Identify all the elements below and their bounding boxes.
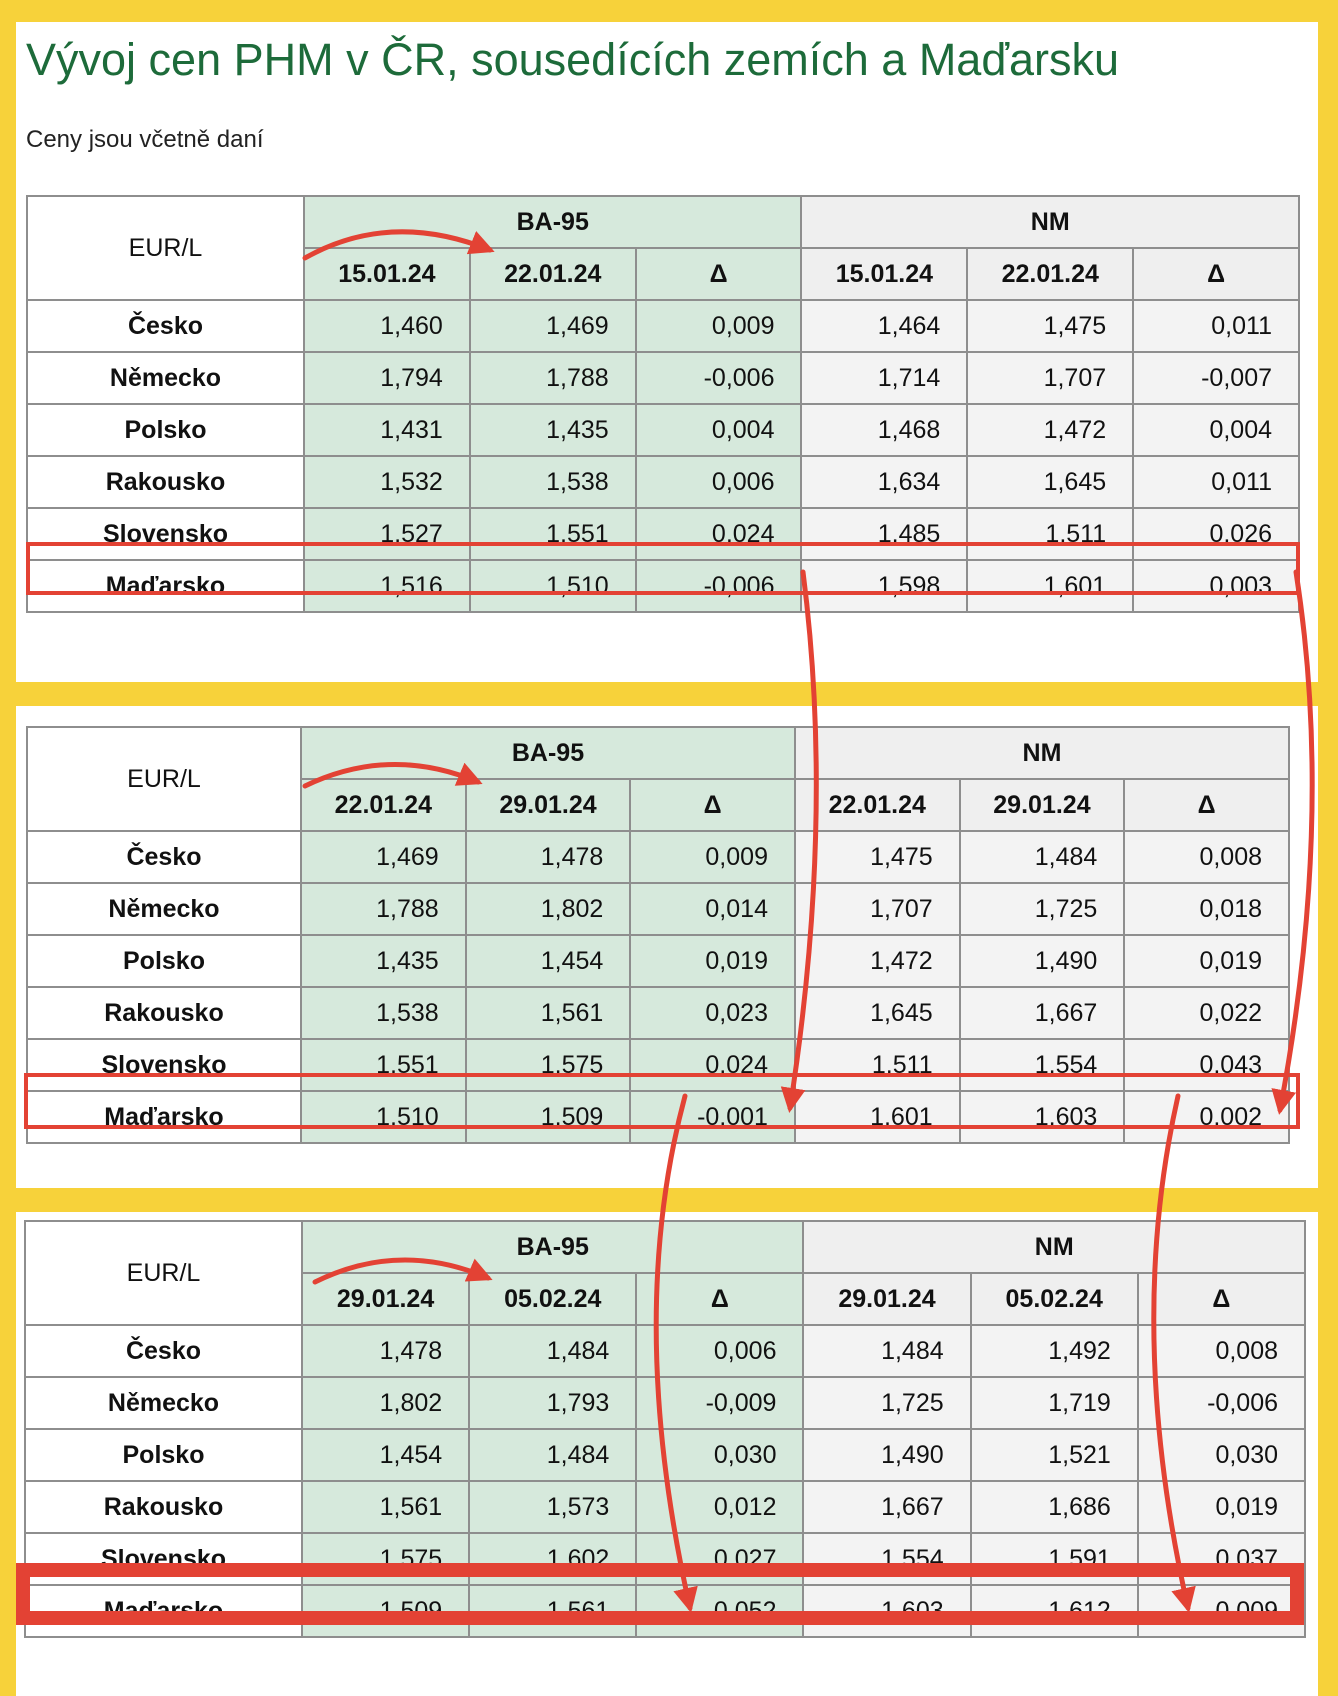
highlight-box-slovensko-1: [26, 542, 1300, 595]
nm-delta-cell: 0,018: [1124, 883, 1289, 935]
nm-price-to-cell: 1,603: [960, 1091, 1125, 1143]
country-cell: Německo: [27, 883, 301, 935]
nm-price-from-cell: 1,603: [803, 1585, 970, 1637]
nm-price-to-cell: 1,686: [971, 1481, 1138, 1533]
nm-delta-cell: 0,003: [1133, 560, 1299, 612]
ba95-delta-cell: 0,024: [636, 508, 802, 560]
nm-date-from: 22.01.24: [795, 779, 960, 831]
nm-delta-cell: 0,043: [1124, 1039, 1289, 1091]
nm-group-header: NM: [795, 727, 1289, 779]
ba95-delta-cell: 0,012: [636, 1481, 803, 1533]
header-row-groups: [27, 196, 1299, 248]
nm-delta-cell: 0,004: [1133, 404, 1299, 456]
nm-price-from-cell: 1,554: [803, 1533, 970, 1585]
ba95-price-to-cell: 1,573: [469, 1481, 636, 1533]
nm-price-from-cell: 1,634: [801, 456, 967, 508]
country-cell: Maďarsko: [27, 560, 304, 612]
ba95-price-to-cell: 1,602: [469, 1533, 636, 1585]
country-cell: Slovensko: [25, 1533, 302, 1585]
table-row: [27, 935, 1289, 987]
ba95-price-to-cell: 1,561: [469, 1585, 636, 1637]
ba95-price-to-cell: 1,435: [470, 404, 636, 456]
nm-group-header: NM: [801, 196, 1299, 248]
table-row: [25, 1481, 1305, 1533]
table-row: [27, 883, 1289, 935]
nm-price-from-cell: 1,475: [795, 831, 960, 883]
nm-price-to-cell: 1,484: [960, 831, 1125, 883]
ba95-price-to-cell: 1,484: [469, 1325, 636, 1377]
ba95-price-from-cell: 1,551: [301, 1039, 466, 1091]
table-row: [27, 352, 1299, 404]
ba95-delta-cell: 0,009: [636, 300, 802, 352]
nm-price-to-cell: 1,719: [971, 1377, 1138, 1429]
nm-delta-cell: 0,008: [1138, 1325, 1305, 1377]
nm-delta-cell: 0,008: [1124, 831, 1289, 883]
ba95-price-from-cell: 1,454: [302, 1429, 469, 1481]
ba95-price-from-cell: 1,532: [304, 456, 470, 508]
country-cell: Německo: [27, 352, 304, 404]
nm-date-to: 05.02.24: [971, 1273, 1138, 1325]
nm-delta-cell: 0,011: [1133, 300, 1299, 352]
ba95-group-header: BA-95: [301, 727, 795, 779]
nm-price-from-cell: 1,598: [801, 560, 967, 612]
nm-price-from-cell: 1,714: [801, 352, 967, 404]
page-subtitle: Ceny jsou včetně daní: [26, 126, 264, 153]
nm-price-to-cell: 1,521: [971, 1429, 1138, 1481]
ba95-delta-cell: 0,030: [636, 1429, 803, 1481]
nm-price-from-cell: 1,601: [795, 1091, 960, 1143]
nm-price-from-cell: 1,472: [795, 935, 960, 987]
nm-delta-cell: -0,006: [1138, 1377, 1305, 1429]
header-row-groups: [27, 727, 1289, 779]
ba95-date-to: 29.01.24: [466, 779, 631, 831]
ba95-price-from-cell: 1,802: [302, 1377, 469, 1429]
highlight-box-slovensko-3: [16, 1563, 1304, 1625]
ba95-delta-cell: 0,024: [630, 1039, 795, 1091]
ba95-price-to-cell: 1,551: [470, 508, 636, 560]
unit-header: EUR/L: [27, 196, 304, 300]
nm-delta-header: Δ: [1138, 1273, 1305, 1325]
nm-price-from-cell: 1,464: [801, 300, 967, 352]
ba95-delta-cell: 0,009: [630, 831, 795, 883]
ba95-group-header: BA-95: [302, 1221, 803, 1273]
nm-price-from-cell: 1,490: [803, 1429, 970, 1481]
table-row: [27, 300, 1299, 352]
ba95-price-to-cell: 1,802: [466, 883, 631, 935]
country-cell: Slovensko: [27, 508, 304, 560]
country-cell: Polsko: [27, 935, 301, 987]
ba95-delta-header: Δ: [636, 248, 802, 300]
ba95-date-from: 22.01.24: [301, 779, 466, 831]
ba95-price-to-cell: 1,478: [466, 831, 631, 883]
nm-price-from-cell: 1,484: [803, 1325, 970, 1377]
nm-date-to: 29.01.24: [960, 779, 1125, 831]
nm-price-to-cell: 1,554: [960, 1039, 1125, 1091]
ba95-delta-cell: 0,014: [630, 883, 795, 935]
nm-delta-cell: 0,009: [1138, 1585, 1305, 1637]
ba95-group-header: BA-95: [304, 196, 801, 248]
ba95-price-from-cell: 1,788: [301, 883, 466, 935]
ba95-delta-cell: 0,019: [630, 935, 795, 987]
nm-price-to-cell: 1,601: [967, 560, 1133, 612]
ba95-date-from: 29.01.24: [302, 1273, 469, 1325]
nm-price-to-cell: 1,490: [960, 935, 1125, 987]
country-cell: Maďarsko: [27, 1091, 301, 1143]
ba95-price-to-cell: 1,484: [469, 1429, 636, 1481]
nm-delta-cell: 0,026: [1133, 508, 1299, 560]
ba95-delta-cell: -0,009: [636, 1377, 803, 1429]
ba95-date-to: 05.02.24: [469, 1273, 636, 1325]
nm-delta-cell: 0,037: [1138, 1533, 1305, 1585]
ba95-price-from-cell: 1,510: [301, 1091, 466, 1143]
country-cell: Česko: [27, 831, 301, 883]
nm-price-to-cell: 1,645: [967, 456, 1133, 508]
table-row: [25, 1377, 1305, 1429]
ba95-price-to-cell: 1,538: [470, 456, 636, 508]
ba95-price-from-cell: 1,561: [302, 1481, 469, 1533]
nm-price-from-cell: 1,707: [795, 883, 960, 935]
ba95-delta-cell: 0,027: [636, 1533, 803, 1585]
ba95-delta-cell: -0,006: [636, 352, 802, 404]
ba95-delta-header: Δ: [630, 779, 795, 831]
ba95-delta-header: Δ: [636, 1273, 803, 1325]
nm-price-to-cell: 1,725: [960, 883, 1125, 935]
nm-price-to-cell: 1,667: [960, 987, 1125, 1039]
page-title: Vývoj cen PHM v ČR, sousedících zemích a Maďarsku: [26, 34, 1120, 85]
ba95-price-to-cell: 1,788: [470, 352, 636, 404]
ba95-delta-cell: 0,006: [636, 456, 802, 508]
ba95-price-to-cell: 1,454: [466, 935, 631, 987]
country-cell: Rakousko: [27, 987, 301, 1039]
ba95-price-to-cell: 1,510: [470, 560, 636, 612]
ba95-price-from-cell: 1,575: [302, 1533, 469, 1585]
table-row: [27, 404, 1299, 456]
country-cell: Polsko: [25, 1429, 302, 1481]
table-row: [25, 1429, 1305, 1481]
ba95-price-from-cell: 1,431: [304, 404, 470, 456]
ba95-price-from-cell: 1,509: [302, 1585, 469, 1637]
nm-price-from-cell: 1,511: [795, 1039, 960, 1091]
country-cell: Česko: [27, 300, 304, 352]
country-cell: Maďarsko: [25, 1585, 302, 1637]
unit-header: EUR/L: [27, 727, 301, 831]
nm-delta-cell: 0,011: [1133, 456, 1299, 508]
nm-price-to-cell: 1,511: [967, 508, 1133, 560]
ba95-delta-cell: 0,023: [630, 987, 795, 1039]
country-cell: Slovensko: [27, 1039, 301, 1091]
nm-date-from: 15.01.24: [801, 248, 967, 300]
ba95-delta-cell: 0,006: [636, 1325, 803, 1377]
nm-price-from-cell: 1,468: [801, 404, 967, 456]
nm-delta-header: Δ: [1133, 248, 1299, 300]
country-cell: Rakousko: [27, 456, 304, 508]
nm-delta-cell: 0,019: [1138, 1481, 1305, 1533]
ba95-date-from: 15.01.24: [304, 248, 470, 300]
nm-price-to-cell: 1,707: [967, 352, 1133, 404]
ba95-delta-cell: 0,052: [636, 1585, 803, 1637]
nm-price-from-cell: 1,485: [801, 508, 967, 560]
ba95-price-to-cell: 1,469: [470, 300, 636, 352]
ba95-delta-cell: -0,001: [630, 1091, 795, 1143]
ba95-price-from-cell: 1,460: [304, 300, 470, 352]
ba95-price-to-cell: 1,561: [466, 987, 631, 1039]
table-row: [27, 456, 1299, 508]
country-cell: Rakousko: [25, 1481, 302, 1533]
ba95-date-to: 22.01.24: [470, 248, 636, 300]
ba95-price-to-cell: 1,575: [466, 1039, 631, 1091]
ba95-price-from-cell: 1,435: [301, 935, 466, 987]
nm-date-to: 22.01.24: [967, 248, 1133, 300]
ba95-price-to-cell: 1,793: [469, 1377, 636, 1429]
country-cell: Česko: [25, 1325, 302, 1377]
nm-price-to-cell: 1,472: [967, 404, 1133, 456]
nm-price-from-cell: 1,645: [795, 987, 960, 1039]
nm-price-to-cell: 1,492: [971, 1325, 1138, 1377]
country-cell: Polsko: [27, 404, 304, 456]
ba95-price-from-cell: 1,469: [301, 831, 466, 883]
header-row-groups: [25, 1221, 1305, 1273]
nm-delta-header: Δ: [1124, 779, 1289, 831]
nm-delta-cell: -0,007: [1133, 352, 1299, 404]
nm-price-to-cell: 1,612: [971, 1585, 1138, 1637]
unit-header: EUR/L: [25, 1221, 302, 1325]
nm-delta-cell: 0,019: [1124, 935, 1289, 987]
nm-price-to-cell: 1,475: [967, 300, 1133, 352]
ba95-price-from-cell: 1,527: [304, 508, 470, 560]
highlight-box-slovensko-2: [24, 1073, 1300, 1129]
country-cell: Německo: [25, 1377, 302, 1429]
table-row: [27, 831, 1289, 883]
table-row: [27, 987, 1289, 1039]
ba95-price-from-cell: 1,538: [301, 987, 466, 1039]
table-row: [25, 1325, 1305, 1377]
ba95-price-from-cell: 1,794: [304, 352, 470, 404]
nm-price-from-cell: 1,667: [803, 1481, 970, 1533]
ba95-delta-cell: -0,006: [636, 560, 802, 612]
ba95-price-to-cell: 1,509: [466, 1091, 631, 1143]
nm-delta-cell: 0,022: [1124, 987, 1289, 1039]
nm-price-to-cell: 1,591: [971, 1533, 1138, 1585]
ba95-delta-cell: 0,004: [636, 404, 802, 456]
nm-delta-cell: 0,002: [1124, 1091, 1289, 1143]
nm-group-header: NM: [803, 1221, 1305, 1273]
ba95-price-from-cell: 1,478: [302, 1325, 469, 1377]
nm-date-from: 29.01.24: [803, 1273, 970, 1325]
nm-price-from-cell: 1,725: [803, 1377, 970, 1429]
nm-delta-cell: 0,030: [1138, 1429, 1305, 1481]
ba95-price-from-cell: 1,516: [304, 560, 470, 612]
